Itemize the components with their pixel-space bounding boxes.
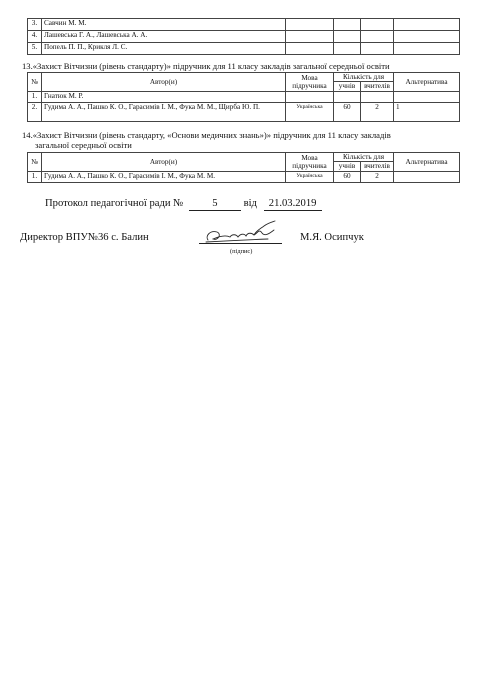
protocol-from: від (243, 198, 257, 209)
header-number: № (28, 73, 42, 92)
row-language (286, 91, 334, 102)
protocol-line (45, 198, 465, 211)
section-13-heading: 13.«Захист Вітчизни (рівень стандарту)» підручник для 11 класу закладів загальної середньої освіти (22, 61, 390, 71)
row-author: Лашевська Г. А., Лашевська А. А. (42, 31, 286, 43)
row-number: 2. (28, 102, 42, 121)
row-number: 3. (28, 19, 42, 31)
header-alternative: Альтернатива (394, 73, 460, 92)
table-row (28, 43, 460, 55)
row-number: 4. (28, 31, 42, 43)
header-author: Автор(и) (42, 73, 286, 92)
row-alternative (394, 91, 460, 102)
protocol-number: 5 (189, 198, 241, 211)
row-author: Гнатюк М. Р. (42, 91, 286, 102)
table-row (28, 91, 460, 102)
header-language: Мова підручника (286, 153, 334, 172)
row-language: Українська (286, 171, 334, 182)
header-teachers: вчителів (361, 162, 394, 171)
header-count: Кількість для (334, 153, 394, 162)
director-title: Директор ВПУ№36 с. Балин (20, 232, 149, 243)
header-students: учнів (334, 162, 361, 171)
header-author: Автор(и) (42, 153, 286, 172)
row-students: 60 (334, 171, 361, 182)
row-number: 1. (28, 91, 42, 102)
signature-caption: (підпис) (230, 248, 253, 255)
table-section-14 (27, 152, 460, 183)
section-14-heading (22, 130, 487, 150)
table-row (28, 171, 460, 182)
row-number: 1. (28, 171, 42, 182)
table-row (28, 102, 460, 121)
director-name: М.Я. Осипчук (300, 232, 364, 243)
section-14-heading-line1: 14.«Захист Вітчизни (рівень стандарту, «Основи медичних знань»)» підручник для 11 класу закладів (22, 130, 391, 140)
row-author: Гудима А. А., Пашко К. О., Гарасимів І. М., Фука М. М., Щирба Ю. П. (42, 102, 286, 121)
row-students (334, 91, 361, 102)
row-number: 5. (28, 43, 42, 55)
table-continued (27, 18, 460, 55)
table-row (28, 19, 460, 31)
header-number: № (28, 153, 42, 172)
row-students: 60 (334, 102, 361, 121)
header-alternative: Альтернатива (394, 153, 460, 172)
row-author: Гудима А. А., Пашко К. О., Гарасимів І. М., Фука М. М. (42, 171, 286, 182)
protocol-label: Протокол педагогічної ради № (45, 198, 184, 209)
row-teachers (361, 91, 394, 102)
table-section-13 (27, 72, 460, 122)
row-language: Українська (286, 102, 334, 121)
signature-line (199, 243, 282, 244)
header-students: учнів (334, 82, 361, 91)
row-teachers: 2 (361, 171, 394, 182)
handwritten-signature (202, 216, 282, 246)
row-alternative: 1 (394, 102, 460, 121)
row-teachers: 2 (361, 102, 394, 121)
table-row (28, 31, 460, 43)
protocol-date: 21.03.2019 (264, 198, 322, 211)
header-language: Мова підручника (286, 73, 334, 92)
section-14-heading-line2: загальної середньої освіти (35, 140, 132, 150)
header-teachers: вчителів (361, 82, 394, 91)
header-count: Кількість для (334, 73, 394, 82)
row-author: Савчин М. М. (42, 19, 286, 31)
row-author: Попель П. П., Крикля Л. С. (42, 43, 286, 55)
row-alternative (394, 171, 460, 182)
